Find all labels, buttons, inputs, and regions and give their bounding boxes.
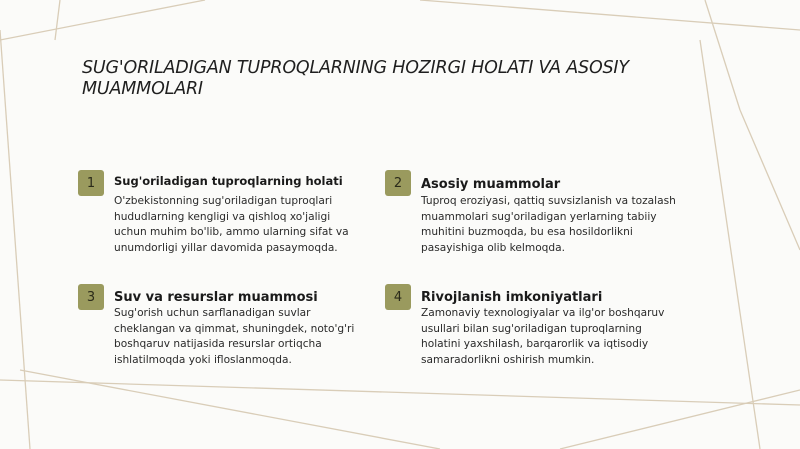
card-body: Tuproq eroziyasi, qattiq suvsizlanish va tozalash muammolari sug'oriladigan yerlarning tabiiy muhitini buzmoqda, bu esa hosildorlikni pasayishiga olib kelmoqda. [421,195,676,254]
card-body: Sug'orish uchun sarflanadigan suvlar cheklangan va qimmat, shuningdek, noto'g'ri boshqaruv natijasida resurslar ortiqcha ishlatilmoqda yoki ifloslanmoqda. [114,307,355,366]
card-heading: Sug'oriladigan tuproqlarning holati [114,174,343,188]
card-heading: Suv va resurslar muammosi [114,290,318,305]
slide-title: SUG'ORILADIGAN TUPROQLARNING HOZIRGI HOLATI VA ASOSIY MUAMMOLARI [82,58,629,99]
number-badge: 2 [385,170,411,196]
number-badge: 3 [78,284,104,310]
card-body: O'zbekistonning sug'oriladigan tuproqlari hududlarning kengligi va qishloq xo'jaligi uchun muhim bo'lib, ammo ularning sifat va unumdorligi yillar davomida pasaymoqda. [114,195,349,254]
card-heading: Rivojlanish imkoniyatlari [421,290,603,305]
card-body: Zamonaviy texnologiyalar va ilg'or boshqaruv usullari bilan sug'oriladigan tuproqlarning holatini yaxshilash, barqarorlik va iqtisodiy samaradorlikni oshirish mumkin. [421,307,665,366]
card-heading: Asosiy muammolar [421,177,561,192]
number-badge: 1 [78,170,104,196]
number-badge: 4 [385,284,411,310]
